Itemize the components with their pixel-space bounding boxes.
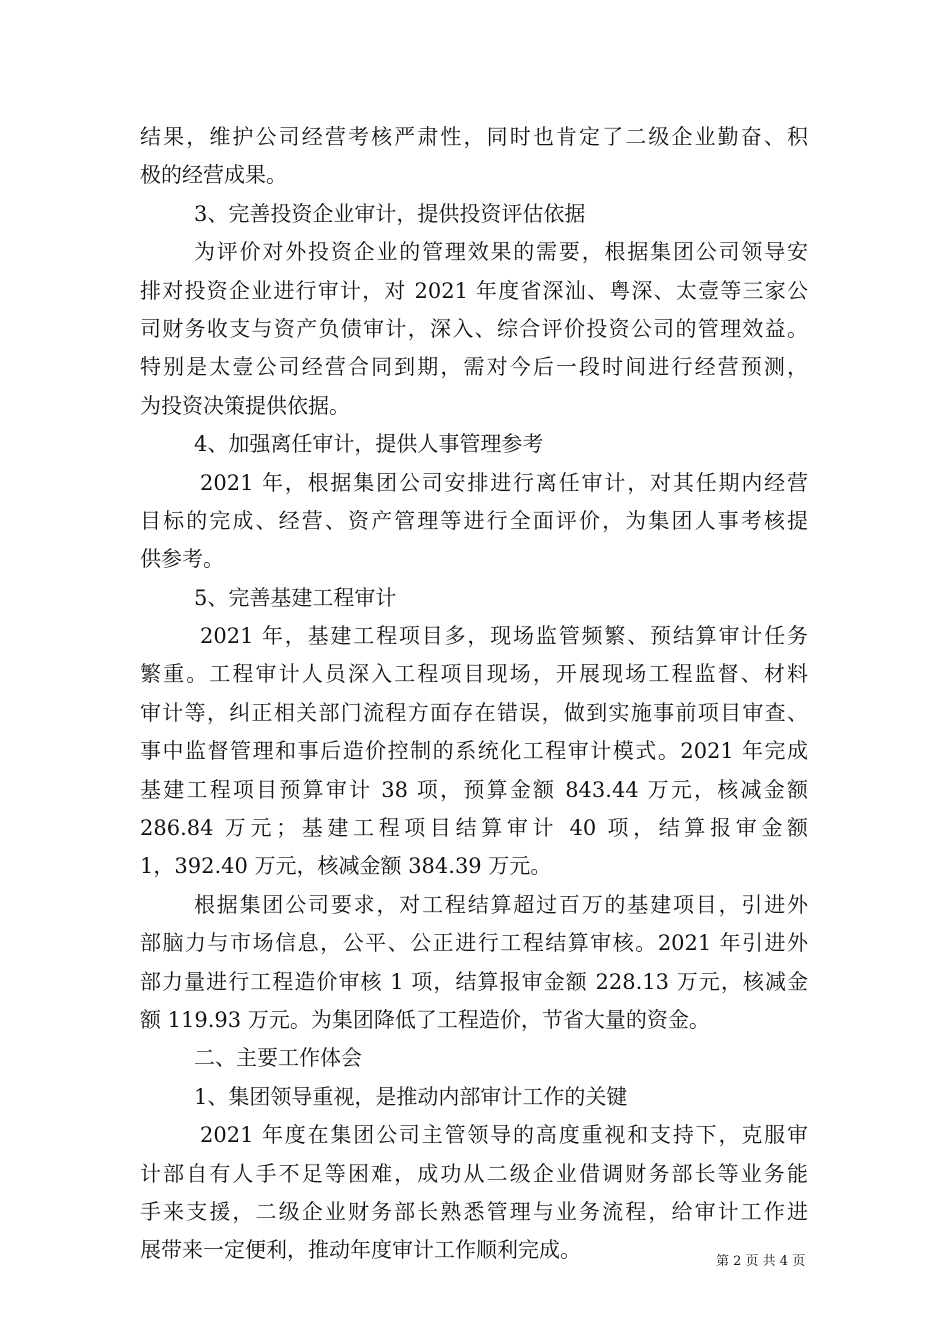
section-heading: 1、集团领导重视，是推动内部审计工作的关键 (194, 1084, 628, 1109)
document-body (140, 118, 808, 1270)
paragraph-line: 2021 年，根据集团公司安排进行离任审计，对其任期内经营 (200, 470, 808, 495)
section-heading: 5、完善基建工程审计 (194, 585, 397, 610)
paragraph-line: 司财务收支与资产负债审计，深入、综合评价投资公司的管理效益。 (140, 316, 808, 341)
paragraph-line: 事中监督管理和事后造价控制的系统化工程审计模式。2021 年完成 (140, 739, 808, 764)
paragraph-line: 展带来一定便利，推动年度审计工作顺利完成。 (140, 1238, 581, 1263)
paragraph-line: 部力量进行工程造价审核 1 项，结算报审金额 228.13 万元，核减金 (140, 969, 808, 994)
section-heading: 3、完善投资企业审计，提供投资评估依据 (194, 201, 586, 226)
paragraph-line: 基建工程项目预算审计 38 项，预算金额 843.44 万元，核减金额 (140, 777, 808, 802)
paragraph-line: 繁重。工程审计人员深入工程项目现场，开展现场工程监督、材料 (140, 662, 808, 687)
paragraph-line: 排对投资企业进行审计，对 2021 年度省深汕、粤深、太壹等三家公 (140, 278, 808, 303)
paragraph-line: 根据集团公司要求，对工程结算超过百万的基建项目，引进外 (194, 892, 808, 917)
paragraph-line: 手来支援，二级企业财务部长熟悉管理与业务流程，给审计工作进 (140, 1199, 808, 1224)
section-heading: 二、主要工作体会 (194, 1046, 362, 1071)
paragraph-line: 286.84 万元；基建工程项目结算审计 40 项，结算报审金额 (140, 816, 808, 841)
paragraph-line: 1，392.40 万元，核减金额 384.39 万元。 (140, 854, 552, 879)
paragraph-line: 2021 年，基建工程项目多，现场监管频繁、预结算审计任务 (200, 624, 808, 649)
paragraph-line: 结果，维护公司经营考核严肃性，同时也肯定了二级企业勤奋、积 (140, 125, 808, 149)
paragraph-line: 额 119.93 万元。为集团降低了工程造价，节省大量的资金。 (140, 1007, 710, 1032)
paragraph-line: 计部自有人手不足等困难，成功从二级企业借调财务部长等业务能 (140, 1161, 808, 1186)
paragraph-line: 为评价对外投资企业的管理效果的需要，根据集团公司领导安 (194, 240, 808, 265)
paragraph-line: 2021 年度在集团公司主管领导的高度重视和支持下，克服审 (200, 1123, 808, 1148)
paragraph-line: 审计等，纠正相关部门流程方面存在错误，做到实施事前项目审查、 (140, 700, 808, 725)
paragraph-line: 特别是太壹公司经营合同到期，需对今后一段时间进行经营预测， (140, 355, 808, 380)
page-number-footer: 第 2 页 共 4 页 (716, 1254, 806, 1269)
paragraph-line: 为投资决策提供依据。 (140, 393, 350, 418)
section-heading: 4、加强离任审计，提供人事管理参考 (194, 432, 544, 457)
paragraph-line: 极的经营成果。 (140, 163, 287, 188)
paragraph-line: 供参考。 (140, 547, 224, 572)
paragraph-line: 目标的完成、经营、资产管理等进行全面评价，为集团人事考核提 (140, 508, 808, 533)
paragraph-line: 部脑力与市场信息，公平、公正进行工程结算审核。2021 年引进外 (140, 931, 808, 956)
